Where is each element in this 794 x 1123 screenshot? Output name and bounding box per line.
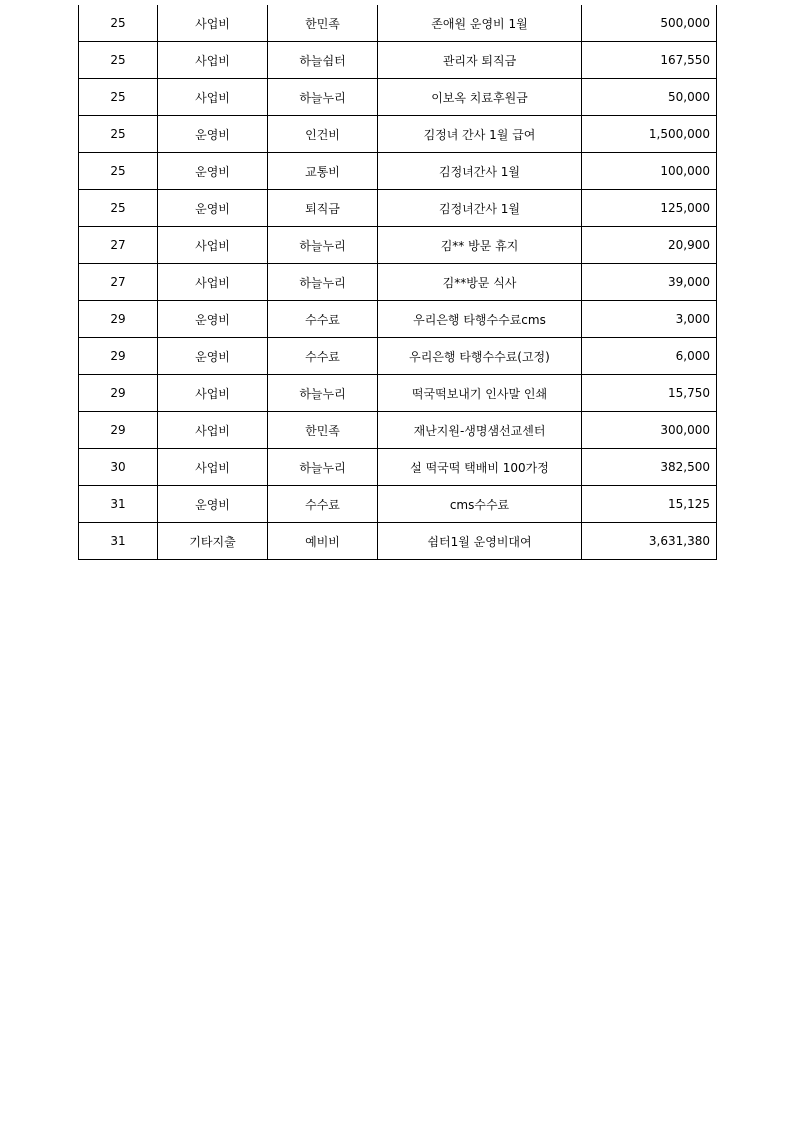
cell-subcategory: 수수료 xyxy=(268,301,378,338)
cell-day: 25 xyxy=(79,79,158,116)
cell-day: 25 xyxy=(79,5,158,42)
table-row xyxy=(79,486,717,523)
cell-description: 김정녀간사 1월 xyxy=(378,153,582,190)
table-row xyxy=(79,227,717,264)
cell-category: 사업비 xyxy=(158,264,268,301)
table-row xyxy=(79,449,717,486)
cell-category: 운영비 xyxy=(158,116,268,153)
cell-day: 30 xyxy=(79,449,158,486)
cell-amount: 15,125 xyxy=(582,486,717,523)
table-row xyxy=(79,79,717,116)
cell-day: 29 xyxy=(79,338,158,375)
cell-amount: 125,000 xyxy=(582,190,717,227)
cell-description: 쉼터1월 운영비대여 xyxy=(378,523,582,560)
cell-subcategory: 한민족 xyxy=(268,412,378,449)
cell-subcategory: 한민족 xyxy=(268,5,378,42)
cell-category: 사업비 xyxy=(158,79,268,116)
cell-day: 25 xyxy=(79,42,158,79)
cell-amount: 3,000 xyxy=(582,301,717,338)
cell-amount: 1,500,000 xyxy=(582,116,717,153)
cell-subcategory: 인건비 xyxy=(268,116,378,153)
table-row xyxy=(79,5,717,42)
table-row xyxy=(79,42,717,79)
cell-category: 운영비 xyxy=(158,301,268,338)
cell-category: 사업비 xyxy=(158,5,268,42)
cell-day: 29 xyxy=(79,375,158,412)
cell-category: 사업비 xyxy=(158,375,268,412)
cell-description: 김정녀 간사 1월 급여 xyxy=(378,116,582,153)
table-row xyxy=(79,153,717,190)
cell-description: 이보옥 치료후원금 xyxy=(378,79,582,116)
cell-category: 운영비 xyxy=(158,338,268,375)
cell-subcategory: 하늘쉼터 xyxy=(268,42,378,79)
cell-description: cms수수료 xyxy=(378,486,582,523)
cell-subcategory: 하늘누리 xyxy=(268,449,378,486)
cell-subcategory: 수수료 xyxy=(268,338,378,375)
cell-category: 기타지출 xyxy=(158,523,268,560)
cell-description: 떡국떡보내기 인사말 인쇄 xyxy=(378,375,582,412)
cell-subcategory: 교통비 xyxy=(268,153,378,190)
table-row xyxy=(79,301,717,338)
cell-subcategory: 예비비 xyxy=(268,523,378,560)
cell-amount: 382,500 xyxy=(582,449,717,486)
cell-amount: 39,000 xyxy=(582,264,717,301)
cell-amount: 3,631,380 xyxy=(582,523,717,560)
cell-subcategory: 하늘누리 xyxy=(268,375,378,412)
cell-amount: 6,000 xyxy=(582,338,717,375)
cell-amount: 20,900 xyxy=(582,227,717,264)
cell-amount: 15,750 xyxy=(582,375,717,412)
cell-description: 김정녀간사 1월 xyxy=(378,190,582,227)
table-row xyxy=(79,412,717,449)
cell-amount: 500,000 xyxy=(582,5,717,42)
ledger-body xyxy=(79,5,717,560)
cell-day: 27 xyxy=(79,264,158,301)
cell-day: 25 xyxy=(79,116,158,153)
expense-ledger-table xyxy=(78,5,717,560)
cell-subcategory: 하늘누리 xyxy=(268,264,378,301)
table-row xyxy=(79,116,717,153)
cell-subcategory: 하늘누리 xyxy=(268,227,378,264)
cell-description: 김** 방문 휴지 xyxy=(378,227,582,264)
cell-subcategory: 하늘누리 xyxy=(268,79,378,116)
cell-day: 25 xyxy=(79,190,158,227)
table-row xyxy=(79,264,717,301)
cell-day: 31 xyxy=(79,486,158,523)
cell-subcategory: 수수료 xyxy=(268,486,378,523)
table-row xyxy=(79,375,717,412)
cell-category: 운영비 xyxy=(158,486,268,523)
cell-description: 우리은행 타행수수료cms xyxy=(378,301,582,338)
cell-category: 운영비 xyxy=(158,153,268,190)
cell-category: 사업비 xyxy=(158,412,268,449)
cell-category: 사업비 xyxy=(158,449,268,486)
cell-description: 재난지원-생명샘선교센터 xyxy=(378,412,582,449)
cell-description: 존애원 운영비 1월 xyxy=(378,5,582,42)
table-row xyxy=(79,338,717,375)
cell-amount: 167,550 xyxy=(582,42,717,79)
cell-day: 27 xyxy=(79,227,158,264)
cell-day: 25 xyxy=(79,153,158,190)
cell-amount: 100,000 xyxy=(582,153,717,190)
cell-description: 관리자 퇴직금 xyxy=(378,42,582,79)
cell-category: 사업비 xyxy=(158,227,268,264)
cell-subcategory: 퇴직금 xyxy=(268,190,378,227)
cell-amount: 50,000 xyxy=(582,79,717,116)
cell-description: 우리은행 타행수수료(고정) xyxy=(378,338,582,375)
cell-day: 29 xyxy=(79,301,158,338)
cell-day: 31 xyxy=(79,523,158,560)
table-row xyxy=(79,190,717,227)
cell-description: 김**방문 식사 xyxy=(378,264,582,301)
cell-category: 사업비 xyxy=(158,42,268,79)
cell-amount: 300,000 xyxy=(582,412,717,449)
cell-category: 운영비 xyxy=(158,190,268,227)
table-row xyxy=(79,523,717,560)
cell-description: 설 떡국떡 택배비 100가정 xyxy=(378,449,582,486)
cell-day: 29 xyxy=(79,412,158,449)
